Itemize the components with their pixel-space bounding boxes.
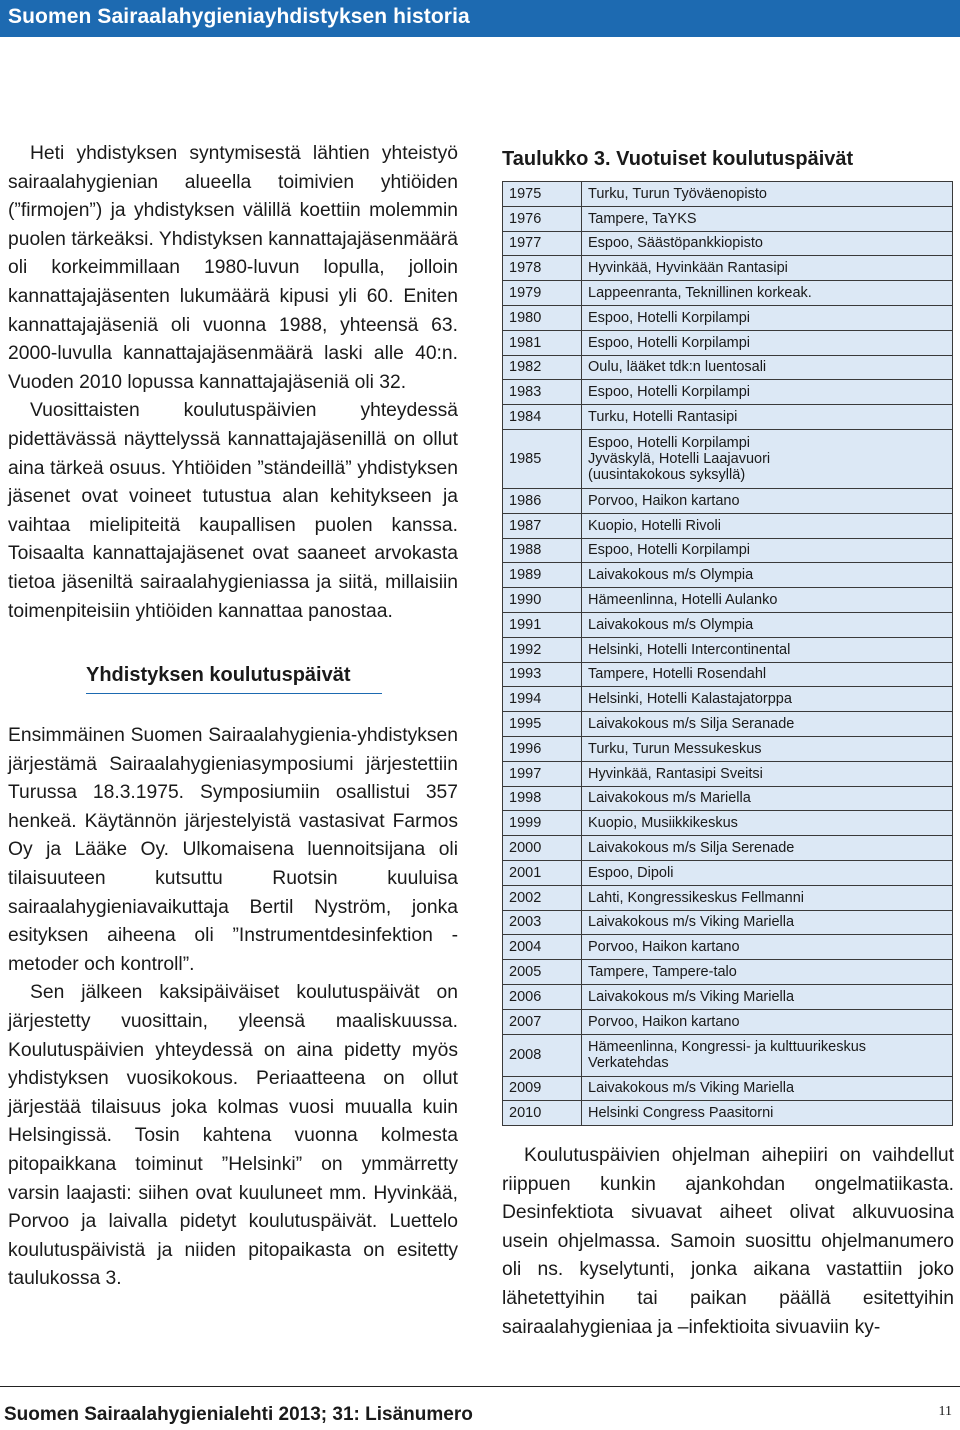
table-year-cell: 1992 bbox=[503, 637, 582, 662]
table-row bbox=[503, 563, 953, 588]
table-year-cell: 1982 bbox=[503, 355, 582, 380]
table-place-cell bbox=[582, 488, 953, 513]
table-year-cell: 1980 bbox=[503, 305, 582, 330]
table-place-cell bbox=[582, 811, 953, 836]
table-row bbox=[503, 885, 953, 910]
place-line: Porvoo, Haikon kartano bbox=[588, 1013, 740, 1030]
table-year-cell: 1999 bbox=[503, 811, 582, 836]
table-row bbox=[503, 612, 953, 637]
table-year-cell: 1996 bbox=[503, 736, 582, 761]
table-year-cell: 1978 bbox=[503, 256, 582, 281]
place-line: Helsinki, Hotelli Intercontinental bbox=[588, 641, 791, 658]
place-line: Jyväskylä, Hotelli Laajavuori bbox=[588, 450, 771, 467]
table-row bbox=[503, 984, 953, 1009]
table-place-cell bbox=[582, 935, 953, 960]
table-year-cell: 1991 bbox=[503, 612, 582, 637]
table-row bbox=[503, 538, 953, 563]
table-place-cell bbox=[582, 206, 953, 231]
paragraph-supporting-members: Heti yhdistyksen syntymisestä lähtien yhteistyö sairaalahygienian alueella toimivien yhtiöiden (”firmojen”) ja yhdistyksen välillä koettiin molemmin puolen tärkeäksi. Yhdistyksen kannattajajäsenmäärä oli korkeimmillaan 1980-luvun lopulla, jolloin kannattajajäsenten lukumäärä kipusi yli 60. Eniten kannattajajäseniä oli vuonna 1988, yhteensä 63. 2000-luvulla kannattajajäsenmäärä laski alle 40:n. Vuoden 2010 lopussa kannattajajäseniä oli 32. bbox=[8, 143, 458, 393]
table-place-cell bbox=[582, 588, 953, 613]
place-line: Turku, Hotelli Rantasipi bbox=[588, 409, 738, 426]
table-row bbox=[503, 1076, 953, 1101]
table-year-cell: 1998 bbox=[503, 786, 582, 811]
table-year-cell: 1986 bbox=[503, 488, 582, 513]
place-line: Oulu, lääket tdk:n luentosali bbox=[588, 359, 767, 376]
place-line: Turku, Turun Messukeskus bbox=[588, 740, 762, 757]
table-row bbox=[503, 206, 953, 231]
table-place-cell bbox=[582, 182, 953, 207]
place-line: Hämeenlinna, Kongressi- ja kulttuurikeskus bbox=[588, 1039, 867, 1055]
table-place-cell bbox=[582, 712, 953, 737]
table-row bbox=[503, 513, 953, 538]
place-line: (uusintakokous syksyllä) bbox=[588, 466, 746, 483]
place-line: Laivakokous m/s Viking Mariella bbox=[588, 914, 795, 931]
table-year-cell: 1975 bbox=[503, 182, 582, 207]
place-line: Laivakokous m/s Silja Serenade bbox=[588, 840, 795, 857]
table-row bbox=[503, 761, 953, 786]
table-row bbox=[503, 811, 953, 836]
table-place-cell bbox=[582, 860, 953, 885]
table-row bbox=[503, 281, 953, 306]
place-line: Helsinki Congress Paasitorni bbox=[588, 1105, 774, 1122]
table-year-cell: 1977 bbox=[503, 231, 582, 256]
place-line: Tampere, Hotelli Rosendahl bbox=[588, 666, 767, 683]
page-number: 11 bbox=[938, 1404, 952, 1419]
footer-divider bbox=[0, 1386, 960, 1387]
table-place-cell bbox=[582, 637, 953, 662]
place-line: Espoo, Dipoli bbox=[588, 864, 674, 881]
table-place-cell bbox=[582, 1034, 953, 1076]
table-place-cell bbox=[582, 405, 953, 430]
table-title: Taulukko 3. Vuotuiset koulutuspäivät bbox=[502, 148, 854, 170]
paragraph-first-symposium: Ensimmäinen Suomen Sairaalahygienia-yhdistyksen järjestämä Sairaalahygieniasymposiumi järjestettiin Turussa 18.3.1975. Symposiumiin osallistui 357 henkeä. Käytännön järjestelyistä vastasivat Farmos Oy ja Lääke Oy. Ulkomaisena luennoitsijana oli tilaisuuteen kutsuttu Ruotsin kuuluisa sairaalahygieniavaikuttaja Bertil Nyström, jonka esityksen aiheena oli ”Instrumentdesinfektion - metoder och kontroll”. bbox=[8, 725, 458, 975]
table-place-cell bbox=[582, 355, 953, 380]
place-line: Lappeenranta, Teknillinen korkeak. bbox=[588, 285, 812, 302]
table-place-cell bbox=[582, 786, 953, 811]
table-row bbox=[503, 182, 953, 207]
table-place-cell bbox=[582, 1009, 953, 1034]
table-row bbox=[503, 429, 953, 488]
table-row bbox=[503, 330, 953, 355]
place-line: Hyvinkää, Rantasipi Sveitsi bbox=[588, 765, 763, 782]
table-row bbox=[503, 1101, 953, 1126]
table-place-cell bbox=[582, 836, 953, 861]
table-year-cell: 1994 bbox=[503, 687, 582, 712]
table-place-cell bbox=[582, 761, 953, 786]
place-line: Espoo, Hotelli Korpilampi bbox=[588, 434, 750, 451]
table-place-cell bbox=[582, 305, 953, 330]
table-row bbox=[503, 305, 953, 330]
table-year-cell: 1995 bbox=[503, 712, 582, 737]
table-year-cell: 2000 bbox=[503, 836, 582, 861]
place-line: Hyvinkää, Hyvinkään Rantasipi bbox=[588, 260, 788, 277]
table-year-cell: 1988 bbox=[503, 538, 582, 563]
table-row bbox=[503, 256, 953, 281]
footer-journal-title: Suomen Sairaalahygienialehti 2013; 31: Lisänumero bbox=[4, 1404, 473, 1425]
table-year-cell: 1981 bbox=[503, 330, 582, 355]
table-year-cell: 2002 bbox=[503, 885, 582, 910]
courses-table bbox=[502, 181, 953, 1126]
place-line: Espoo, Hotelli Korpilampi bbox=[588, 334, 750, 351]
table-place-cell bbox=[582, 662, 953, 687]
right-column bbox=[502, 148, 954, 1362]
place-line: Kuopio, Musiikkikeskus bbox=[588, 815, 738, 832]
table-year-cell: 1976 bbox=[503, 206, 582, 231]
table-place-cell bbox=[582, 612, 953, 637]
table-place-cell bbox=[582, 538, 953, 563]
table-row bbox=[503, 355, 953, 380]
table-place-cell bbox=[582, 1101, 953, 1126]
table-place-cell bbox=[582, 910, 953, 935]
left-column bbox=[8, 140, 458, 1294]
place-line: Lahti, Kongressikeskus Fellmanni bbox=[588, 889, 804, 906]
table-year-cell: 1983 bbox=[503, 380, 582, 405]
table-year-cell: 1989 bbox=[503, 563, 582, 588]
paragraph-annual-days: Sen jälkeen kaksipäiväiset koulutuspäivät on järjestetty vuosittain, yleensä maaliskuussa. Koulutuspäivien yhteydessä on aina pidetty myös yhdistyksen vuosikokous. Periaatteena on ollut järjestää tilaisuus joka kolmas vuosi muualla kuin Helsingissä. Tosin kahtena vuonna kolmesta pitopaikkana toiminut ”Helsinki” on ymmärretty varsin laajasti: siihen ovat kuuluneet mm. Hyvinkää, Porvoo ja laivalla pidetyt koulutuspäivät. Luettelo koulutuspäivistä ja niiden pitopaikasta on esitetty taulukossa 3. bbox=[8, 982, 458, 1290]
place-line: Verkatehdas bbox=[588, 1055, 669, 1071]
table-place-cell bbox=[582, 687, 953, 712]
place-line: Laivakokous m/s Silja Seranade bbox=[588, 716, 795, 733]
table-place-cell bbox=[582, 231, 953, 256]
table-row bbox=[503, 935, 953, 960]
place-line: Porvoo, Haikon kartano bbox=[588, 492, 740, 509]
table-row bbox=[503, 1034, 953, 1076]
table-year-cell: 2005 bbox=[503, 960, 582, 985]
table-place-cell bbox=[582, 984, 953, 1009]
place-line: Laivakokous m/s Viking Mariella bbox=[588, 988, 795, 1005]
table-place-cell bbox=[582, 256, 953, 281]
table-place-cell bbox=[582, 330, 953, 355]
place-line: Laivakokous m/s Olympia bbox=[588, 567, 754, 584]
table-year-cell: 2006 bbox=[503, 984, 582, 1009]
table-place-cell bbox=[582, 513, 953, 538]
table-row bbox=[503, 687, 953, 712]
table-row bbox=[503, 405, 953, 430]
table-row bbox=[503, 786, 953, 811]
place-line: Hämeenlinna, Hotelli Aulanko bbox=[588, 592, 778, 609]
table-place-cell bbox=[582, 281, 953, 306]
table-place-cell bbox=[582, 736, 953, 761]
place-line: Laivakokous m/s Viking Mariella bbox=[588, 1080, 795, 1097]
table-year-cell: 2009 bbox=[503, 1076, 582, 1101]
table-year-cell: 1993 bbox=[503, 662, 582, 687]
place-line: Kuopio, Hotelli Rivoli bbox=[588, 517, 721, 534]
table-row bbox=[503, 736, 953, 761]
table-row bbox=[503, 712, 953, 737]
place-line: Porvoo, Haikon kartano bbox=[588, 939, 740, 956]
table-row bbox=[503, 488, 953, 513]
place-line: Espoo, Hotelli Korpilampi bbox=[588, 309, 750, 326]
table-row bbox=[503, 588, 953, 613]
place-line: Laivakokous m/s Olympia bbox=[588, 616, 754, 633]
table-year-cell: 2008 bbox=[503, 1034, 582, 1076]
table-row bbox=[503, 910, 953, 935]
table-year-cell: 1985 bbox=[503, 429, 582, 488]
table-year-cell: 1990 bbox=[503, 588, 582, 613]
table-year-cell: 2007 bbox=[503, 1009, 582, 1034]
header-title: Suomen Sairaalahygieniayhdistyksen historia bbox=[8, 5, 470, 28]
table-row bbox=[503, 380, 953, 405]
table-row bbox=[503, 960, 953, 985]
place-line: Tampere, TaYKS bbox=[588, 210, 697, 227]
table-place-cell bbox=[582, 960, 953, 985]
table-year-cell: 1987 bbox=[503, 513, 582, 538]
section-heading: Yhdistyksen koulutuspäivät bbox=[86, 664, 382, 694]
table-year-cell: 1979 bbox=[503, 281, 582, 306]
table-year-cell: 1984 bbox=[503, 405, 582, 430]
paragraph-exhibition: Vuosittaisten koulutuspäivien yhteydessä pidettävässä näyttelyssä kannattajajäsenillä on ollut aina tärkeä osuus. Yhtiöiden ”ständeillä” yhdistyksen jäsenet ovat voineet tutustua alan kehitykseen ja vaihtaa mielipiteitä kaupallisen puolen kanssa. Toisaalta kannattajajäsenet ovat saaneet arvokasta tietoa jäseniltä sairaalahygieniassa ja siitä, millaisiin toimenpiteisiin yhtiöiden kannattaa panostaa. bbox=[8, 400, 458, 622]
table-place-cell bbox=[582, 563, 953, 588]
place-line: Espoo, Hotelli Korpilampi bbox=[588, 384, 750, 401]
table-year-cell: 1997 bbox=[503, 761, 582, 786]
table-place-cell bbox=[582, 429, 953, 488]
table-place-cell bbox=[582, 1076, 953, 1101]
table-row bbox=[503, 860, 953, 885]
place-line: Helsinki, Hotelli Kalastajatorppa bbox=[588, 691, 792, 708]
page-header bbox=[0, 0, 960, 37]
table-row bbox=[503, 1009, 953, 1034]
table-place-cell bbox=[582, 380, 953, 405]
table-year-cell: 2004 bbox=[503, 935, 582, 960]
place-line: Espoo, Hotelli Korpilampi bbox=[588, 542, 750, 559]
table-year-cell: 2001 bbox=[503, 860, 582, 885]
table-row bbox=[503, 637, 953, 662]
place-line: Espoo, Säästöpankkiopisto bbox=[588, 235, 763, 252]
place-line: Laivakokous m/s Mariella bbox=[588, 790, 751, 807]
table-place-cell bbox=[582, 885, 953, 910]
place-line: Turku, Turun Työväenopisto bbox=[588, 185, 767, 202]
table-row bbox=[503, 231, 953, 256]
table-year-cell: 2010 bbox=[503, 1101, 582, 1126]
place-line: Tampere, Tampere-talo bbox=[588, 964, 737, 980]
table-row bbox=[503, 836, 953, 861]
paragraph-program-topics: Koulutuspäivien ohjelman aihepiiri on vaihdellut riippuen kunkin ajankohdan ongelmatiikasta. Desinfektiota sivuavat aiheet olivat alkuvuosina usein ohjelmassa. Samoin suosittu ohjelmanumero oli ns. kyselytunti, jonka aikana vastattiin joko lähetettyihin tai paikan päällä esitettyihin sairaalahygieniaa ja –infektioita sivuaviin ky- bbox=[502, 1145, 954, 1338]
table-row bbox=[503, 662, 953, 687]
table-year-cell: 2003 bbox=[503, 910, 582, 935]
